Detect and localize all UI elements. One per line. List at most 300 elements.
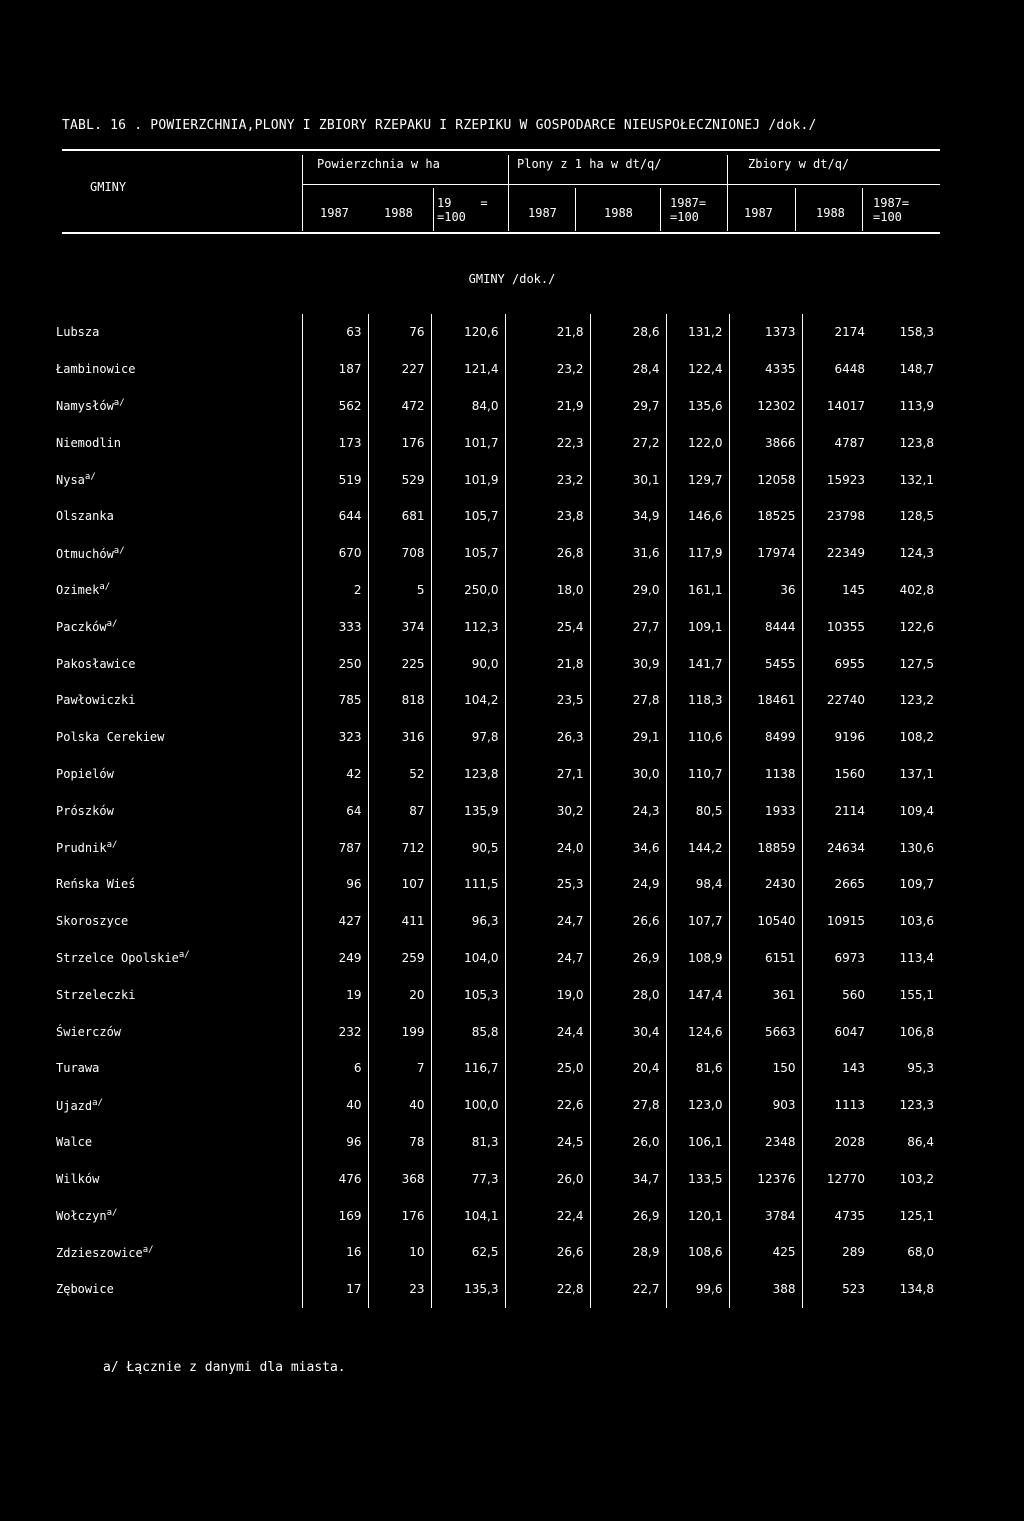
cell-col-6: 106,1 <box>666 1124 729 1161</box>
table-row <box>56 645 940 682</box>
cell-col-1: 16 <box>302 1234 368 1271</box>
cell-col-2: 107 <box>368 866 431 903</box>
cell-col-5: 28,6 <box>590 314 666 351</box>
row-name <box>56 572 302 609</box>
cell-col-2: 78 <box>368 1124 431 1161</box>
cell-col-3: 84,0 <box>431 388 505 425</box>
cell-col-3: 85,8 <box>431 1013 505 1050</box>
cell-col-2: 52 <box>368 756 431 793</box>
cell-col-7: 4335 <box>729 351 802 388</box>
cell-col-1: 519 <box>302 461 368 498</box>
cell-col-9: 123,8 <box>899 435 934 450</box>
cell-col-9: 127,5 <box>899 656 934 671</box>
cell-col-8: 1113 <box>802 1087 871 1124</box>
cell-col-7: 425 <box>729 1234 802 1271</box>
cell-col-8: 10355 <box>802 608 871 645</box>
header-yield-1987: 1987 <box>528 206 557 220</box>
cell-col-5: 29,1 <box>590 719 666 756</box>
cell-col-8: 143 <box>802 1050 871 1087</box>
cell-col-6: 108,9 <box>666 940 729 977</box>
cell-col-6: 118,3 <box>666 682 729 719</box>
cell-col-9: 68,0 <box>907 1245 934 1260</box>
cell-col-2: 76 <box>368 314 431 351</box>
cell-col-8: 289 <box>802 1234 871 1271</box>
header-group-area: Powierzchnia w ha <box>317 157 440 171</box>
row-name <box>56 1050 302 1087</box>
cell-col-1: 787 <box>302 829 368 866</box>
row-name-text: Pawłowiczki <box>56 693 136 708</box>
cell-col-3: 101,7 <box>431 424 505 461</box>
header-gminy: GMINY <box>90 180 127 194</box>
cell-col-8: 14017 <box>802 388 871 425</box>
row-name-text: Popielów <box>56 766 114 781</box>
cell-col-5: 30,0 <box>590 756 666 793</box>
row-name-text: Wołczyn <box>56 1209 107 1224</box>
cell-col-5: 27,8 <box>590 1087 666 1124</box>
cell-col-5: 28,4 <box>590 351 666 388</box>
cell-col-9: 95,3 <box>907 1061 934 1076</box>
cell-col-8: 1560 <box>802 756 871 793</box>
cell-col-2: 87 <box>368 792 431 829</box>
cell-col-4: 22,3 <box>505 424 590 461</box>
row-name <box>56 1234 302 1271</box>
cell-col-7: 5663 <box>729 1013 802 1050</box>
row-name-text: Reńska Wieś <box>56 877 136 892</box>
cell-col-3: 90,5 <box>431 829 505 866</box>
row-name <box>56 1197 302 1234</box>
cell-col-3: 77,3 <box>431 1160 505 1197</box>
cell-col-9: 103,6 <box>899 914 934 929</box>
cell-col-8: 6047 <box>802 1013 871 1050</box>
cell-col-8: 6448 <box>802 351 871 388</box>
cell-col-4: 25,4 <box>505 608 590 645</box>
cell-col-6: 131,2 <box>666 314 729 351</box>
row-name <box>56 351 302 388</box>
header-yield-index: 1987= =100 <box>670 196 707 224</box>
cell-col-5: 26,6 <box>590 903 666 940</box>
cell-col-5: 26,9 <box>590 940 666 977</box>
cell-col-2: 529 <box>368 461 431 498</box>
table-row <box>56 1050 940 1087</box>
cell-col-9: 109,7 <box>899 877 934 892</box>
cell-col-6: 120,1 <box>666 1197 729 1234</box>
cell-col-9: 158,3 <box>899 325 934 340</box>
cell-col-3: 97,8 <box>431 719 505 756</box>
header-vsep-7 <box>795 188 796 231</box>
row-name <box>56 719 302 756</box>
cell-col-4: 22,6 <box>505 1087 590 1124</box>
cell-col-1: 64 <box>302 792 368 829</box>
row-name-text: Ujazd <box>56 1098 93 1113</box>
cell-col-5: 27,2 <box>590 424 666 461</box>
cell-col-3: 101,9 <box>431 461 505 498</box>
cell-col-1: 323 <box>302 719 368 756</box>
cell-col-1: 427 <box>302 903 368 940</box>
cell-col-6: 141,7 <box>666 645 729 682</box>
cell-col-3: 104,2 <box>431 682 505 719</box>
table-row <box>56 940 940 977</box>
cell-col-5: 29,0 <box>590 572 666 609</box>
cell-col-3: 105,7 <box>431 498 505 535</box>
cell-col-4: 21,8 <box>505 314 590 351</box>
cell-col-8: 523 <box>802 1271 871 1308</box>
cell-col-7: 12376 <box>729 1160 802 1197</box>
table-row <box>56 1013 940 1050</box>
row-name-text: Prószków <box>56 803 114 818</box>
cell-col-6: 124,6 <box>666 1013 729 1050</box>
cell-col-5: 28,0 <box>590 976 666 1013</box>
header-vsep-2 <box>508 155 509 231</box>
cell-col-8: 12770 <box>802 1160 871 1197</box>
cell-col-1: 40 <box>302 1087 368 1124</box>
cell-col-4: 25,3 <box>505 866 590 903</box>
cell-col-5: 22,7 <box>590 1271 666 1308</box>
cell-col-3: 123,8 <box>431 756 505 793</box>
cell-col-5: 28,9 <box>590 1234 666 1271</box>
footnote-marker: a/ <box>106 840 118 851</box>
cell-col-7: 36 <box>729 572 802 609</box>
cell-col-1: 19 <box>302 976 368 1013</box>
cell-col-6: 161,1 <box>666 572 729 609</box>
row-name <box>56 608 302 645</box>
row-name-text: Strzelce Opolskie <box>56 951 179 966</box>
row-name <box>56 792 302 829</box>
cell-col-7: 1933 <box>729 792 802 829</box>
cell-col-5: 30,1 <box>590 461 666 498</box>
cell-col-9: 113,4 <box>899 950 934 965</box>
row-name-text: Olszanka <box>56 509 114 524</box>
cell-col-1: 644 <box>302 498 368 535</box>
header-vsep-8 <box>862 188 863 231</box>
cell-col-4: 24,7 <box>505 940 590 977</box>
cell-col-3: 116,7 <box>431 1050 505 1087</box>
cell-col-5: 24,3 <box>590 792 666 829</box>
cell-col-4: 30,2 <box>505 792 590 829</box>
cell-col-7: 903 <box>729 1087 802 1124</box>
row-name <box>56 903 302 940</box>
table-row <box>56 535 940 572</box>
cell-col-2: 368 <box>368 1160 431 1197</box>
table-row <box>56 1087 940 1124</box>
cell-col-5: 34,9 <box>590 498 666 535</box>
cell-col-2: 20 <box>368 976 431 1013</box>
cell-col-4: 24,0 <box>505 829 590 866</box>
cell-col-4: 21,8 <box>505 645 590 682</box>
cell-col-7: 10540 <box>729 903 802 940</box>
cell-col-9: 402,8 <box>899 582 934 597</box>
cell-col-3: 120,6 <box>431 314 505 351</box>
cell-col-3: 135,9 <box>431 792 505 829</box>
cell-col-8: 560 <box>802 976 871 1013</box>
cell-col-8: 23798 <box>802 498 871 535</box>
row-name-text: Niemodlin <box>56 435 122 450</box>
table-row <box>56 1124 940 1161</box>
cell-col-3: 100,0 <box>431 1087 505 1124</box>
cell-col-5: 27,8 <box>590 682 666 719</box>
cell-col-2: 23 <box>368 1271 431 1308</box>
row-name-text: Paczków <box>56 620 107 635</box>
header-vsep-6 <box>660 188 661 231</box>
cell-col-6: 107,7 <box>666 903 729 940</box>
cell-col-6: 108,6 <box>666 1234 729 1271</box>
row-name-text: Polska Cerekiew <box>56 730 165 745</box>
cell-col-6: 110,6 <box>666 719 729 756</box>
cell-col-4: 26,8 <box>505 535 590 572</box>
cell-col-8: 6955 <box>802 645 871 682</box>
cell-col-5: 30,9 <box>590 645 666 682</box>
cell-col-4: 23,2 <box>505 461 590 498</box>
table-row <box>56 976 940 1013</box>
cell-col-8: 9196 <box>802 719 871 756</box>
row-name-text: Turawa <box>56 1061 100 1076</box>
cell-col-7: 3866 <box>729 424 802 461</box>
cell-col-6: 122,4 <box>666 351 729 388</box>
cell-col-1: 333 <box>302 608 368 645</box>
cell-col-5: 31,6 <box>590 535 666 572</box>
footnote-marker: a/ <box>92 1097 103 1108</box>
row-name-text: Świerczów <box>56 1024 122 1039</box>
cell-col-3: 111,5 <box>431 866 505 903</box>
table-row <box>56 388 940 425</box>
cell-col-6: 123,0 <box>666 1087 729 1124</box>
cell-col-2: 225 <box>368 645 431 682</box>
cell-col-4: 21,9 <box>505 388 590 425</box>
row-name-text: Prudnik <box>56 841 107 856</box>
row-name-text: Lubsza <box>56 325 100 340</box>
header-yield-1988: 1988 <box>604 206 633 220</box>
cell-col-4: 26,6 <box>505 1234 590 1271</box>
row-name-text: Wilków <box>56 1171 100 1186</box>
cell-col-9: 132,1 <box>899 472 934 487</box>
footnote-marker: a/ <box>99 582 111 593</box>
header-area-1988: 1988 <box>384 206 413 220</box>
cell-col-2: 176 <box>368 424 431 461</box>
footnote-marker: a/ <box>84 472 96 483</box>
footnote: a/ Łącznie z danymi dla miasta. <box>103 1360 346 1375</box>
cell-col-9: 155,1 <box>899 987 934 1002</box>
cell-col-7: 17974 <box>729 535 802 572</box>
table-row <box>56 792 940 829</box>
cell-col-1: 187 <box>302 351 368 388</box>
row-name <box>56 940 302 977</box>
cell-col-9: 123,3 <box>899 1098 934 1113</box>
cell-col-9: 113,9 <box>899 398 934 413</box>
cell-col-4: 26,0 <box>505 1160 590 1197</box>
cell-col-7: 18525 <box>729 498 802 535</box>
cell-col-2: 411 <box>368 903 431 940</box>
cell-col-7: 150 <box>729 1050 802 1087</box>
cell-col-6: 129,7 <box>666 461 729 498</box>
cell-col-6: 81,6 <box>666 1050 729 1087</box>
cell-col-8: 145 <box>802 572 871 609</box>
cell-col-7: 388 <box>729 1271 802 1308</box>
cell-col-9: 125,1 <box>899 1208 934 1223</box>
row-name <box>56 1087 302 1124</box>
cell-col-5: 29,7 <box>590 388 666 425</box>
cell-col-8: 4735 <box>802 1197 871 1234</box>
cell-col-6: 133,5 <box>666 1160 729 1197</box>
header-top-rule <box>62 149 940 151</box>
cell-col-3: 250,0 <box>431 572 505 609</box>
cell-col-2: 374 <box>368 608 431 645</box>
row-name-text: Zębowice <box>56 1282 114 1297</box>
cell-col-4: 18,0 <box>505 572 590 609</box>
table-row <box>56 314 940 351</box>
cell-col-3: 112,3 <box>431 608 505 645</box>
cell-col-2: 5 <box>368 572 431 609</box>
cell-col-9: 103,2 <box>899 1171 934 1186</box>
header-vsep-1 <box>302 155 303 231</box>
cell-col-7: 3784 <box>729 1197 802 1234</box>
row-name-text: Nysa <box>56 473 85 488</box>
cell-col-8: 24634 <box>802 829 871 866</box>
row-name <box>56 829 302 866</box>
cell-col-4: 22,8 <box>505 1271 590 1308</box>
cell-col-2: 681 <box>368 498 431 535</box>
row-name-text: Łambinowice <box>56 362 136 377</box>
cell-col-2: 712 <box>368 829 431 866</box>
cell-col-1: 169 <box>302 1197 368 1234</box>
cell-col-1: 42 <box>302 756 368 793</box>
cell-col-1: 96 <box>302 866 368 903</box>
cell-col-6: 98,4 <box>666 866 729 903</box>
header-harvest-index: 1987= =100 <box>873 196 910 224</box>
cell-col-2: 199 <box>368 1013 431 1050</box>
header-bottom-rule <box>62 232 940 234</box>
header-harvest-1988: 1988 <box>816 206 845 220</box>
cell-col-2: 472 <box>368 388 431 425</box>
cell-col-3: 90,0 <box>431 645 505 682</box>
row-name <box>56 498 302 535</box>
cell-col-1: 17 <box>302 1271 368 1308</box>
cell-col-5: 34,7 <box>590 1160 666 1197</box>
table-row <box>56 756 940 793</box>
cell-col-3: 105,7 <box>431 535 505 572</box>
cell-col-1: 476 <box>302 1160 368 1197</box>
cell-col-1: 250 <box>302 645 368 682</box>
cell-col-4: 19,0 <box>505 976 590 1013</box>
table-row <box>56 1234 940 1271</box>
header-mid-rule <box>302 184 940 185</box>
cell-col-7: 2348 <box>729 1124 802 1161</box>
cell-col-8: 22349 <box>802 535 871 572</box>
cell-col-3: 105,3 <box>431 976 505 1013</box>
header-area-index: 19 = =100 <box>437 196 488 224</box>
row-name <box>56 1013 302 1050</box>
cell-col-4: 24,4 <box>505 1013 590 1050</box>
cell-col-6: 135,6 <box>666 388 729 425</box>
cell-col-4: 26,3 <box>505 719 590 756</box>
cell-col-1: 63 <box>302 314 368 351</box>
row-name-text: Pakosławice <box>56 656 136 671</box>
cell-col-9: 134,8 <box>899 1282 934 1297</box>
cell-col-7: 5455 <box>729 645 802 682</box>
cell-col-7: 8499 <box>729 719 802 756</box>
table-title: TABL. 16 . POWIERZCHNIA,PLONY I ZBIORY RZEPAKU I RZEPIKU W GOSPODARCE NIEUSPOŁECZNIONEJ /dok./ <box>62 118 817 133</box>
row-name <box>56 1271 302 1308</box>
cell-col-6: 80,5 <box>666 792 729 829</box>
row-name <box>56 424 302 461</box>
cell-col-7: 2430 <box>729 866 802 903</box>
cell-col-2: 227 <box>368 351 431 388</box>
cell-col-9: 137,1 <box>899 766 934 781</box>
cell-col-6: 144,2 <box>666 829 729 866</box>
cell-col-5: 26,9 <box>590 1197 666 1234</box>
cell-col-9: 130,6 <box>899 840 934 855</box>
section-subtitle: GMINY /dok./ <box>468 272 556 286</box>
header-area-1987: 1987 <box>320 206 349 220</box>
cell-col-4: 27,1 <box>505 756 590 793</box>
table-row <box>56 1271 940 1308</box>
row-name-text: Walce <box>56 1134 93 1149</box>
cell-col-7: 18859 <box>729 829 802 866</box>
cell-col-1: 96 <box>302 1124 368 1161</box>
cell-col-9: 122,6 <box>899 619 934 634</box>
cell-col-8: 2665 <box>802 866 871 903</box>
table-row <box>56 608 940 645</box>
row-name-text: Namysłów <box>56 399 114 414</box>
row-name-text: Ozimek <box>56 583 100 598</box>
header-vsep-3 <box>727 155 728 231</box>
cell-col-1: 785 <box>302 682 368 719</box>
header-group-yield: Plony z 1 ha w dt/q/ <box>517 157 662 171</box>
cell-col-5: 34,6 <box>590 829 666 866</box>
table-row <box>56 829 940 866</box>
header-vsep-4 <box>433 188 434 231</box>
cell-col-4: 23,5 <box>505 682 590 719</box>
cell-col-8: 2028 <box>802 1124 871 1161</box>
cell-col-7: 12302 <box>729 388 802 425</box>
footnote-marker: a/ <box>106 619 118 630</box>
cell-col-1: 562 <box>302 388 368 425</box>
cell-col-8: 10915 <box>802 903 871 940</box>
table-row <box>56 682 940 719</box>
cell-col-5: 26,0 <box>590 1124 666 1161</box>
row-name <box>56 461 302 498</box>
cell-col-2: 10 <box>368 1234 431 1271</box>
cell-col-3: 81,3 <box>431 1124 505 1161</box>
cell-col-7: 18461 <box>729 682 802 719</box>
cell-col-1: 232 <box>302 1013 368 1050</box>
cell-col-8: 4787 <box>802 424 871 461</box>
cell-col-9: 128,5 <box>899 509 934 524</box>
row-name <box>56 756 302 793</box>
cell-col-4: 22,4 <box>505 1197 590 1234</box>
cell-col-3: 121,4 <box>431 351 505 388</box>
cell-col-4: 25,0 <box>505 1050 590 1087</box>
row-name <box>56 535 302 572</box>
cell-col-6: 146,6 <box>666 498 729 535</box>
row-name-text: Strzeleczki <box>56 987 136 1002</box>
data-table <box>56 314 940 1308</box>
table-row <box>56 903 940 940</box>
cell-col-5: 20,4 <box>590 1050 666 1087</box>
table-row <box>56 424 940 461</box>
cell-col-4: 24,5 <box>505 1124 590 1161</box>
footnote-marker: a/ <box>106 1208 118 1219</box>
table-row <box>56 351 940 388</box>
table-row <box>56 866 940 903</box>
header-harvest-1987: 1987 <box>744 206 773 220</box>
cell-col-3: 135,3 <box>431 1271 505 1308</box>
cell-col-9: 109,4 <box>899 803 934 818</box>
cell-col-2: 708 <box>368 535 431 572</box>
cell-col-2: 40 <box>368 1087 431 1124</box>
cell-col-2: 7 <box>368 1050 431 1087</box>
cell-col-7: 1373 <box>729 314 802 351</box>
header-vsep-5 <box>575 188 576 231</box>
cell-col-1: 670 <box>302 535 368 572</box>
